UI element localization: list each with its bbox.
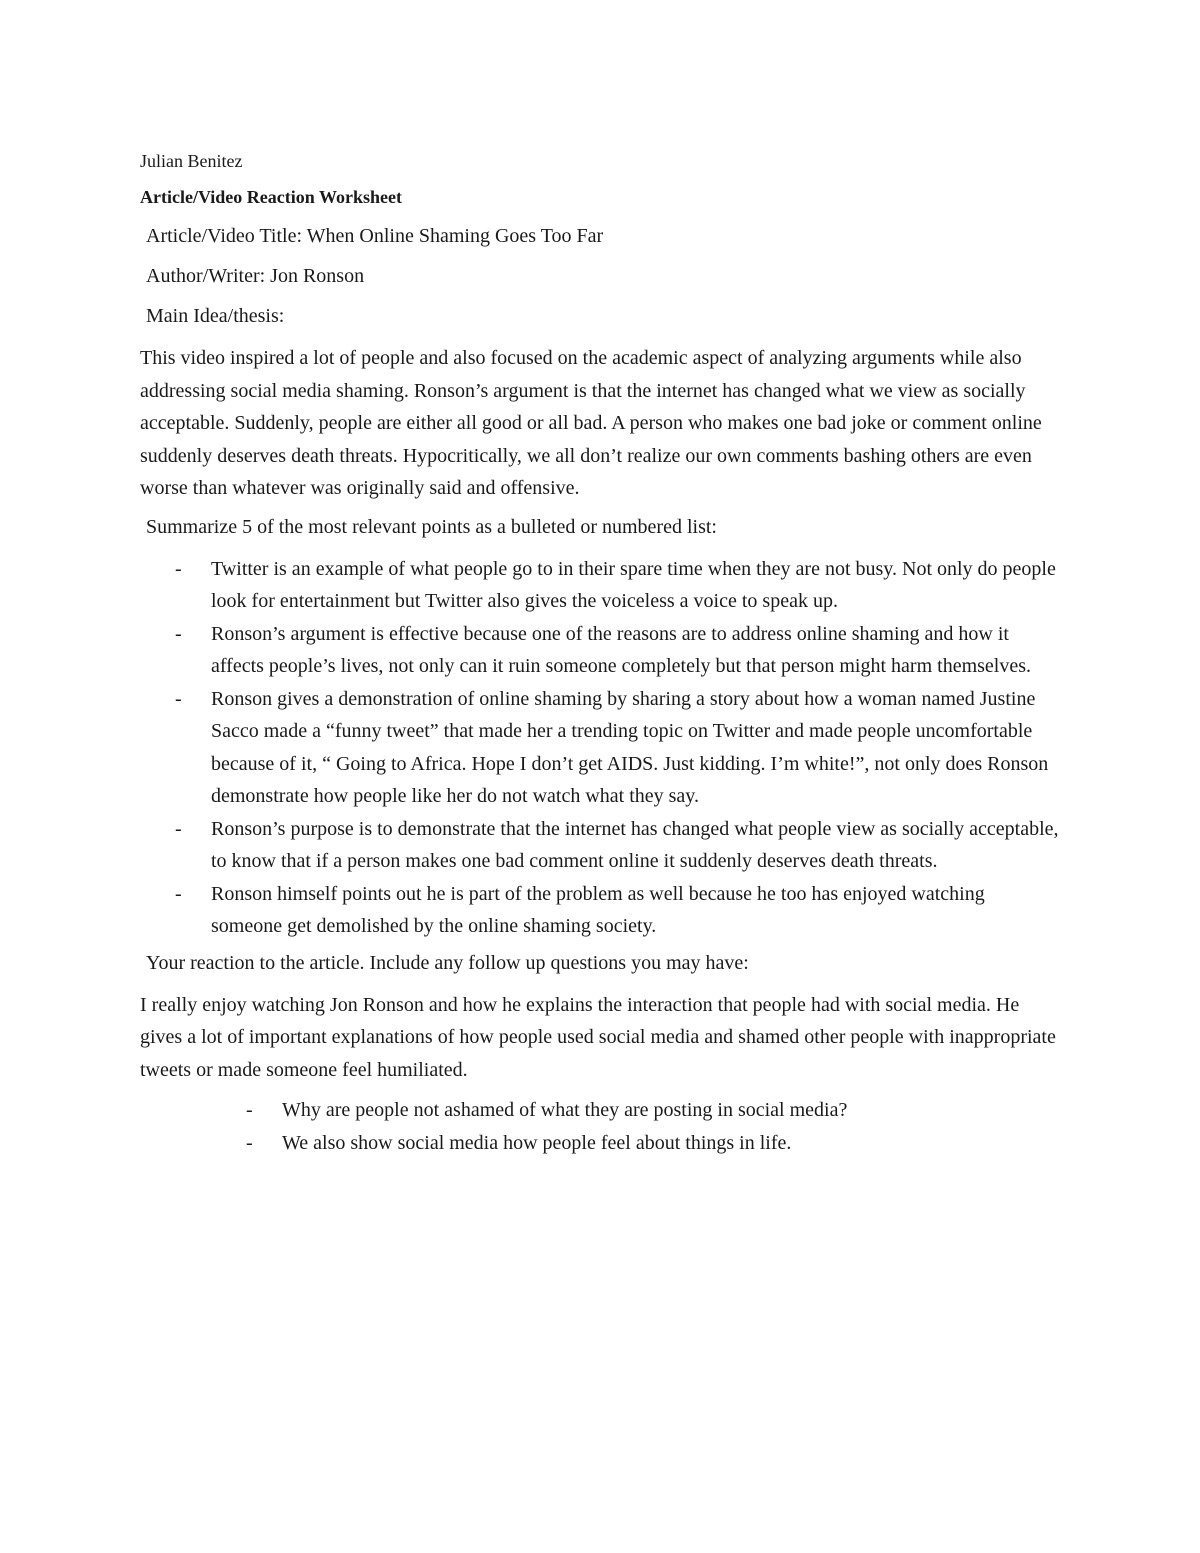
point-text: Ronson himself points out he is part of the problem as well because he too has enjoyed watching someone get demolished by the online shaming society. <box>211 882 985 937</box>
article-title-line: Article/Video Title: When Online Shaming Goes Too Far <box>146 225 604 247</box>
list-item <box>140 683 1060 813</box>
dash-bullet: - <box>175 687 182 710</box>
dash-bullet: - <box>175 882 182 905</box>
reaction-label: Your reaction to the article. Include any follow up questions you may have: <box>146 951 749 974</box>
point-text: Twitter is an example of what people go to in their spare time when they are not busy. Not only do people look for entertainment but Twitter also gives the voiceless a voice to speak up. <box>211 557 1056 612</box>
main-idea-label: Main Idea/thesis: <box>146 305 285 327</box>
dash-bullet: - <box>175 622 182 645</box>
worksheet-page <box>140 148 1060 1165</box>
summary-points-list <box>140 553 1060 943</box>
list-item <box>140 813 1060 878</box>
author-line: Author/Writer: Jon Ronson <box>146 265 365 287</box>
list-item <box>140 618 1060 683</box>
list-item <box>140 878 1060 943</box>
summary-label: Summarize 5 of the most relevant points as a bulleted or numbered list: <box>146 515 717 538</box>
student-name: Julian Benitez <box>140 151 243 171</box>
list-item <box>140 1127 1060 1160</box>
dash-bullet: - <box>246 1099 253 1121</box>
point-text: Ronson’s argument is effective because one of the reasons are to address online shaming and how it affects people’s lives, not only can it ruin someone completely but that person might harm themselves. <box>211 622 1031 677</box>
dash-bullet: - <box>175 817 182 840</box>
question-text: We also show social media how people feel about things in life. <box>282 1131 792 1154</box>
reaction-text: I really enjoy watching Jon Ronson and how he explains the interaction that people had with social media. He gives a lot of important explanations of how people used social media and shamed other people with inappropriate tweets or made someone feel humiliated. <box>140 993 1056 1081</box>
point-text: Ronson’s purpose is to demonstrate that the internet has changed what people view as socially acceptable, to know that if a person makes one bad comment online it suddenly deserves death threats. <box>211 817 1059 872</box>
dash-bullet: - <box>246 1131 253 1154</box>
list-item <box>140 1094 1060 1127</box>
list-item <box>140 553 1060 618</box>
worksheet-title: Article/Video Reaction Worksheet <box>140 187 402 207</box>
follow-up-questions-list <box>140 1094 1060 1159</box>
question-text: Why are people not ashamed of what they are posting in social media? <box>282 1099 848 1121</box>
main-idea-text: This video inspired a lot of people and also focused on the academic aspect of analyzing arguments while also addressing social media shaming. Ronson’s argument is that the internet has changed what we view as socially acceptable. Suddenly, people are either all good or all bad. A person who makes one bad joke or comment online suddenly deserves death threats. Hypocritically, we all don’t realize our own comments bashing others are even worse than whatever was originally said and offensive. <box>140 347 1042 499</box>
point-text: Ronson gives a demonstration of online shaming by sharing a story about how a woman named Justine Sacco made a “funny tweet” that made her a trending topic on Twitter and made people uncomfortable because of it, “ Going to Africa. Hope I don’t get AIDS. Just kidding. I’m white!”, not only does Ronson demonstrate how people like her do not watch what they say. <box>211 687 1049 807</box>
dash-bullet: - <box>175 557 182 580</box>
